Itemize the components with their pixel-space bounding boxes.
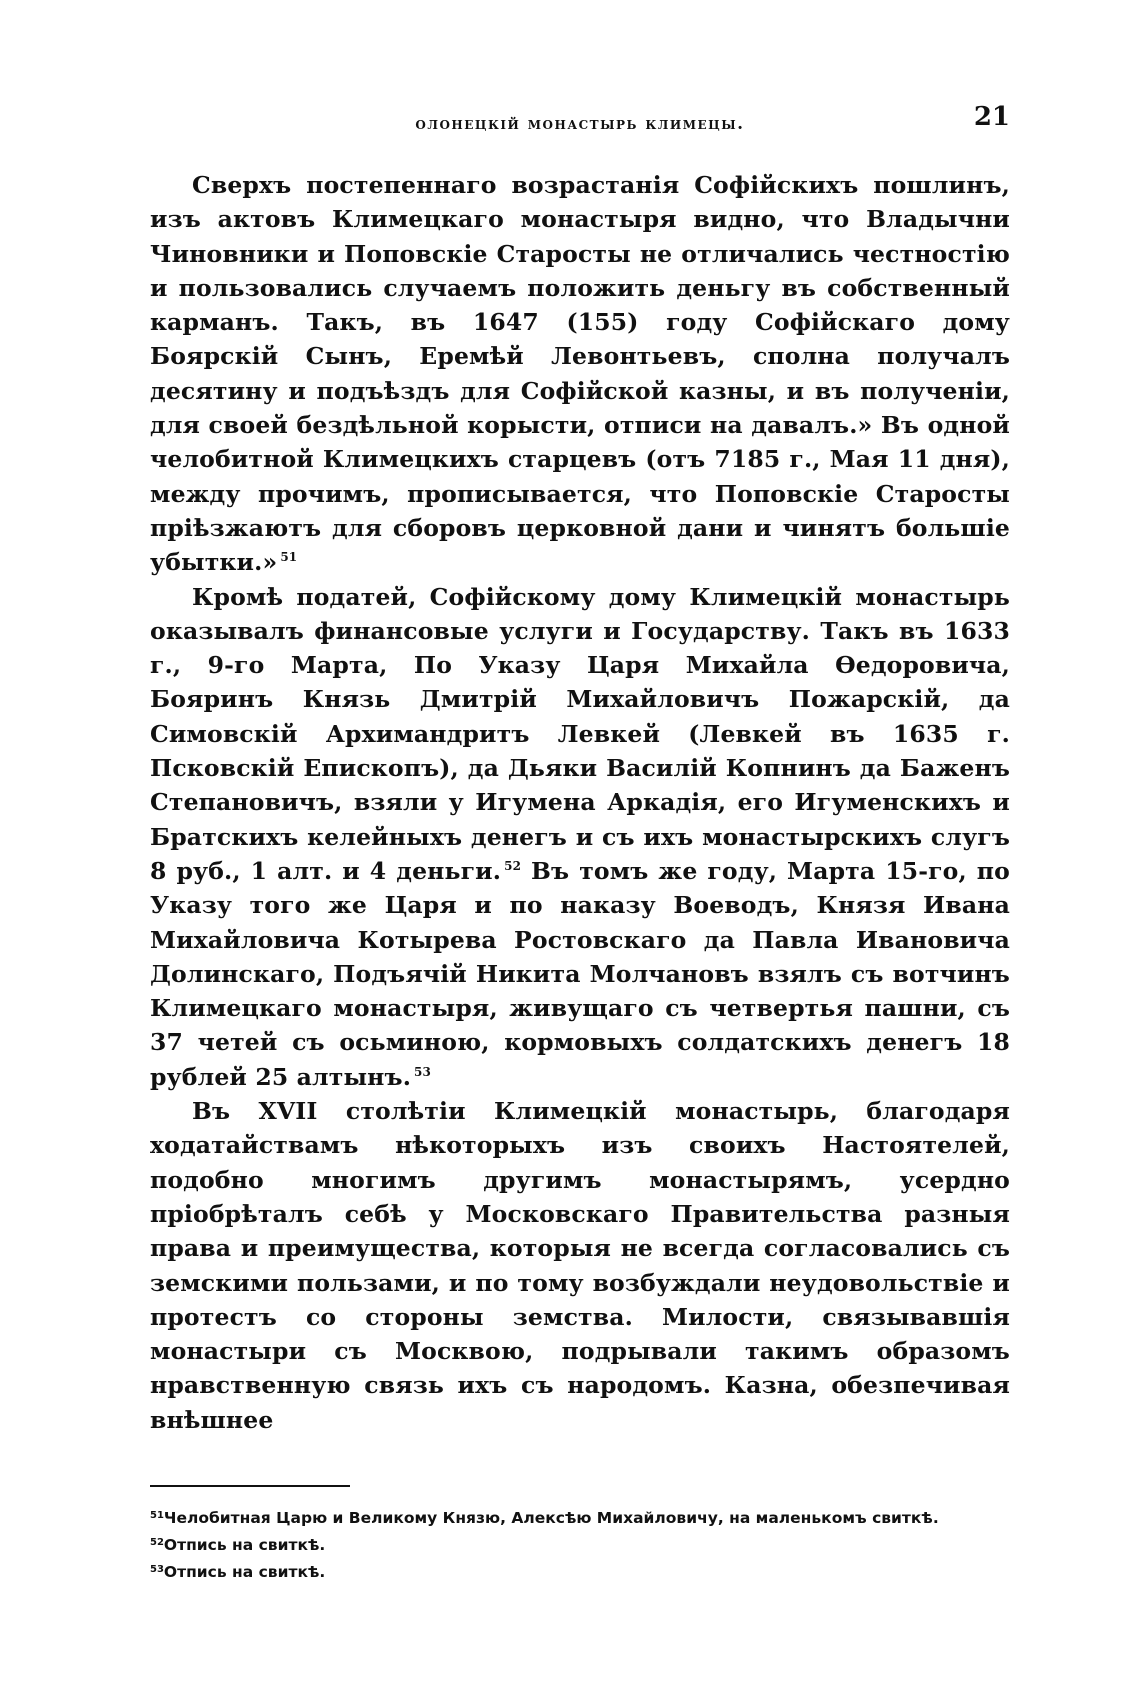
paragraph-2-text-continued: Въ томъ же году, Марта 15-го, по Указу того же Царя и по наказу Воеводъ, Князя Ивана Михайловича Котырева Ростовскаго да Павла Ивановича Долинскаго, Подъячій Никита Молчановъ взялъ съ вотчинъ Климецкаго монастыря, живущаго съ четвертья пашни, съ 37 четей съ осьминою, кормовыхъ солдатскихъ денегъ 18 рублей 25 алтынъ. — [150, 856, 1010, 1091]
body-text — [150, 168, 1010, 1437]
footnote-text: Отпись на свиткѣ. — [163, 1562, 326, 1581]
footnote-ref-53: 53 — [414, 1064, 432, 1079]
running-title: олонецкій монастырь климецы. — [415, 114, 745, 134]
footnote-text: Отпись на свиткѣ. — [163, 1535, 326, 1554]
footnote-ref-52: 52 — [504, 859, 522, 874]
footnote-text: Челобитная Царю и Великому Князю, Алексѣю Михайловичу, на маленькомъ свиткѣ. — [163, 1508, 939, 1527]
footnote-number: 52 — [150, 1536, 164, 1548]
footnote-number: 51 — [150, 1509, 164, 1521]
paragraph-2 — [150, 580, 1010, 1094]
footnote-51 — [150, 1505, 1010, 1532]
footnotes — [150, 1505, 1010, 1586]
footnote-ref-51: 51 — [280, 550, 298, 565]
footnote-52 — [150, 1532, 1010, 1559]
paragraph-3-text: Въ XVII столѣтіи Климецкій монастырь, благодаря ходатайствамъ нѣкоторыхъ изъ своихъ Настоятелей, подобно многимъ другимъ монастырямъ, усердно пріобрѣталъ себѣ у Московскаго Правительства разныя права и преимущества, которыя не всегда согласовались съ земскими пользами, и по тому возбуждали неудовольствіе и протестъ со стороны земства. Милости, связывавшія монастыри съ Москвою, подрывали такимъ образомъ нравственную связь ихъ съ народомъ. Казна, обезпечивая внѣшнее — [150, 1097, 1010, 1434]
running-head — [150, 100, 1010, 140]
footnote-53 — [150, 1559, 1010, 1586]
paragraph-1-text: Сверхъ постепеннаго возрастанія Софійскихъ пошлинъ, изъ актовъ Климецкаго монастыря видно, что Владычни Чиновники и Поповскіе Старосты не отличались честностію и пользовались случаемъ положить деньгу въ собственный карманъ. Такъ, въ 1647 (155) году Софійскаго дому Боярскій Сынъ, Еремѣй Левонтьевъ, сполна получалъ десятину и подъѣздъ для Софійской казны, и въ полученіи, для своей бездѣльной корысти, отписи на давалъ.» Въ одной челобитной Климецкихъ старцевъ (отъ 7185 г., Мая 11 дня), между прочимъ, прописывается, что Поповскіе Старосты пріѣзжаютъ для сборовъ церковной дани и чинятъ большіе убытки.» — [150, 171, 1010, 577]
paragraph-2-text: Кромѣ податей, Софійскому дому Климецкій монастырь оказывалъ финансовые услуги и Государству. Такъ въ 1633 г., 9-го Марта, По Указу Царя Михайла Ѳедоровича, Бояринъ Князь Дмитрій Михайловичъ Пожарскій, да Симовскій Архимандритъ Левкей (Левкей въ 1635 г. Псковскій Епископъ), да Дьяки Василій Копнинъ да Баженъ Степановичъ, взяли у Игумена Аркадія, его Игуменскихъ и Братскихъ келейныхъ денегъ и съ ихъ монастырскихъ слугъ 8 руб., 1 алт. и 4 деньги. — [150, 582, 1010, 885]
page-number: 21 — [973, 102, 1010, 132]
footnote-number: 53 — [150, 1563, 164, 1575]
paragraph-3 — [150, 1094, 1010, 1437]
paragraph-1 — [150, 168, 1010, 580]
page — [150, 100, 1010, 1586]
footnote-divider — [150, 1485, 350, 1487]
